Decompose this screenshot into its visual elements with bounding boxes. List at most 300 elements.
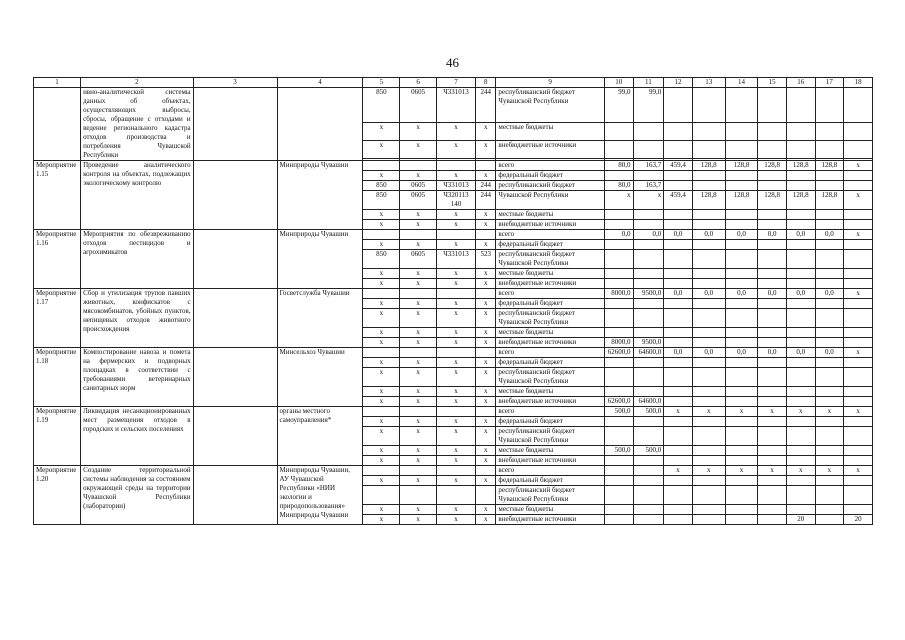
amount-cell xyxy=(692,88,725,123)
budget-code-cell xyxy=(400,289,437,299)
amount-cell xyxy=(725,446,758,456)
budget-code-cell: x xyxy=(400,171,437,181)
amount-cell xyxy=(758,446,787,456)
amount-cell: 0,0 xyxy=(725,230,758,240)
amount-cell xyxy=(758,210,787,220)
budget-code-cell: x xyxy=(400,299,437,309)
budget-code-cell xyxy=(363,230,400,240)
budget-code-cell: x xyxy=(475,122,495,140)
amount-cell xyxy=(758,140,787,158)
amount-cell xyxy=(758,338,787,348)
amount-cell xyxy=(786,417,815,427)
header-cell: 4 xyxy=(277,78,363,88)
amount-cell: 8000,0 xyxy=(604,338,633,348)
funding-source: республиканский бюджет Чувашской Республики xyxy=(496,88,604,123)
amount-cell xyxy=(786,171,815,181)
amount-cell xyxy=(844,358,873,368)
amount-cell xyxy=(758,88,787,123)
amount-cell xyxy=(664,299,693,309)
amount-cell xyxy=(844,476,873,486)
empty-cell xyxy=(193,348,277,407)
budget-code-cell: x xyxy=(400,140,437,158)
amount-cell xyxy=(758,309,787,328)
budget-code-cell: 0605 xyxy=(400,250,437,269)
budget-code-cell: x xyxy=(437,368,476,387)
amount-cell xyxy=(633,515,664,525)
amount-cell: 99,0 xyxy=(604,88,633,123)
amount-cell xyxy=(815,486,844,505)
amount-cell xyxy=(692,456,725,466)
amount-cell xyxy=(725,309,758,328)
amount-cell xyxy=(725,181,758,191)
amount-cell: 0,0 xyxy=(786,230,815,240)
header-cell: 10 xyxy=(604,78,633,88)
amount-cell: 0,0 xyxy=(815,348,844,358)
budget-code-cell: x xyxy=(400,387,437,397)
amount-cell xyxy=(758,505,787,515)
amount-cell xyxy=(844,505,873,515)
amount-cell xyxy=(844,88,873,123)
amount-cell xyxy=(604,309,633,328)
amount-cell xyxy=(815,358,844,368)
budget-code-cell: x xyxy=(363,220,400,230)
budget-code-cell: x xyxy=(437,476,476,486)
budget-code-cell xyxy=(363,289,400,299)
budget-code-cell xyxy=(437,348,476,358)
amount-cell xyxy=(786,88,815,123)
amount-cell xyxy=(815,309,844,328)
funding-source: всего xyxy=(496,230,604,240)
event-executor: Госветслужба Чувашии xyxy=(277,289,363,348)
budget-code-cell: x xyxy=(400,505,437,515)
amount-cell xyxy=(692,427,725,446)
page-number: 46 xyxy=(446,55,459,70)
amount-cell xyxy=(815,122,844,140)
event-description: ивно-аналитической системы данных об объектах, осуществляющих выбросы, сбросы, обращение с отходами и ведение регионального кадастра отходов производства и потребления Чувашской Республики xyxy=(81,88,194,161)
funding-source: всего xyxy=(496,289,604,299)
amount-cell xyxy=(844,338,873,348)
header-cell: 14 xyxy=(725,78,758,88)
header-cell: 8 xyxy=(475,78,495,88)
amount-cell xyxy=(604,299,633,309)
amount-cell xyxy=(815,338,844,348)
amount-cell: 99,0 xyxy=(633,88,664,123)
amount-cell xyxy=(725,122,758,140)
amount-cell: 163,7 xyxy=(633,181,664,191)
amount-cell xyxy=(633,427,664,446)
amount-cell: x xyxy=(758,466,787,476)
amount-cell xyxy=(664,368,693,387)
amount-cell: x xyxy=(844,348,873,358)
budget-code-cell: x xyxy=(363,122,400,140)
budget-code-cell: x xyxy=(437,338,476,348)
amount-cell xyxy=(815,505,844,515)
amount-cell xyxy=(633,387,664,397)
budget-code-cell: x xyxy=(400,417,437,427)
amount-cell xyxy=(786,358,815,368)
amount-cell xyxy=(692,476,725,486)
amount-cell xyxy=(844,368,873,387)
amount-cell xyxy=(664,338,693,348)
budget-code-cell: x xyxy=(437,456,476,466)
amount-cell xyxy=(786,387,815,397)
amount-cell xyxy=(604,515,633,525)
event-id xyxy=(34,88,81,161)
amount-cell xyxy=(664,397,693,407)
amount-cell xyxy=(786,486,815,505)
budget-code-cell: x xyxy=(363,299,400,309)
amount-cell xyxy=(664,140,693,158)
amount-cell xyxy=(786,397,815,407)
amount-cell: 128,8 xyxy=(786,191,815,210)
budget-code-cell: x xyxy=(437,299,476,309)
amount-cell xyxy=(633,122,664,140)
event-description: Создание территориальной системы наблюдения за состоянием окружающей среды на территории Чувашской Республики (лаборатории) xyxy=(81,466,194,525)
budget-code-cell: x xyxy=(437,427,476,446)
amount-cell xyxy=(633,368,664,387)
budget-code-cell: x xyxy=(363,417,400,427)
amount-cell xyxy=(844,427,873,446)
amount-cell: x xyxy=(844,289,873,299)
amount-cell: 459,4 xyxy=(664,191,693,210)
amount-cell xyxy=(844,309,873,328)
amount-cell: 64600,0 xyxy=(633,348,664,358)
funding-source: внебюджетные источники xyxy=(496,515,604,525)
funding-source: республиканский бюджет Чувашской Республики xyxy=(496,427,604,446)
amount-cell: x xyxy=(786,407,815,417)
budget-code-cell xyxy=(363,486,400,505)
header-cell: 12 xyxy=(664,78,693,88)
amount-cell xyxy=(758,358,787,368)
budget-code-cell xyxy=(437,466,476,476)
amount-cell xyxy=(725,250,758,269)
budget-code-cell: 850 xyxy=(363,191,400,210)
amount-cell: 128,8 xyxy=(692,161,725,171)
amount-cell: x xyxy=(815,466,844,476)
amount-cell xyxy=(844,210,873,220)
amount-cell xyxy=(604,210,633,220)
table-row xyxy=(34,88,873,123)
header-cell: 7 xyxy=(437,78,476,88)
amount-cell xyxy=(815,210,844,220)
amount-cell: 20 xyxy=(786,515,815,525)
amount-cell: x xyxy=(692,407,725,417)
amount-cell xyxy=(664,220,693,230)
amount-cell: 0,0 xyxy=(664,348,693,358)
amount-cell: 0,0 xyxy=(725,289,758,299)
amount-cell xyxy=(815,171,844,181)
amount-cell xyxy=(633,456,664,466)
budget-code-cell: x xyxy=(475,505,495,515)
budget-code-cell xyxy=(437,161,476,171)
amount-cell: x xyxy=(786,466,815,476)
funding-source: внебюджетные источники xyxy=(496,279,604,289)
budget-code-cell: x xyxy=(400,358,437,368)
amount-cell xyxy=(725,338,758,348)
budget-code-cell: x xyxy=(363,279,400,289)
event-description: Проведение аналитического контроля на объектах, подлежащих экологическому контролю xyxy=(81,161,194,230)
amount-cell xyxy=(664,171,693,181)
budget-code-cell: x xyxy=(475,240,495,250)
amount-cell xyxy=(815,515,844,525)
header-cell: 13 xyxy=(692,78,725,88)
amount-cell xyxy=(664,279,693,289)
amount-cell xyxy=(786,505,815,515)
amount-cell xyxy=(725,171,758,181)
table-row xyxy=(34,230,873,240)
amount-cell xyxy=(786,279,815,289)
amount-cell xyxy=(664,358,693,368)
amount-cell xyxy=(815,88,844,123)
amount-cell xyxy=(633,299,664,309)
amount-cell: 500,0 xyxy=(633,446,664,456)
amount-cell: 128,8 xyxy=(692,191,725,210)
amount-cell xyxy=(692,358,725,368)
amount-cell xyxy=(692,250,725,269)
amount-cell xyxy=(692,269,725,279)
amount-cell: 0,0 xyxy=(604,230,633,240)
budget-code-cell xyxy=(437,407,476,417)
budget-code-cell: x xyxy=(400,446,437,456)
funding-source: республиканский бюджет Чувашской Республики xyxy=(496,486,604,505)
amount-cell xyxy=(692,446,725,456)
budget-code-cell: x xyxy=(437,397,476,407)
amount-cell xyxy=(692,122,725,140)
budget-code-cell xyxy=(400,161,437,171)
header-cell: 18 xyxy=(844,78,873,88)
amount-cell: 0,0 xyxy=(664,230,693,240)
amount-cell xyxy=(664,210,693,220)
amount-cell xyxy=(815,140,844,158)
amount-cell xyxy=(692,417,725,427)
budget-code-cell xyxy=(400,466,437,476)
budget-code-cell: x xyxy=(363,368,400,387)
budget-code-cell: x xyxy=(400,220,437,230)
amount-cell xyxy=(844,387,873,397)
budget-code-cell: 0605 xyxy=(400,181,437,191)
amount-cell xyxy=(786,456,815,466)
amount-cell xyxy=(633,240,664,250)
budget-code-cell: Ч331013 xyxy=(437,181,476,191)
amount-cell xyxy=(844,250,873,269)
funding-source: всего xyxy=(496,161,604,171)
budget-code-cell: x xyxy=(363,446,400,456)
budget-code-cell xyxy=(437,486,476,505)
amount-cell xyxy=(725,387,758,397)
amount-cell xyxy=(815,368,844,387)
budget-code-cell xyxy=(363,348,400,358)
amount-cell xyxy=(633,171,664,181)
amount-cell xyxy=(758,515,787,525)
amount-cell xyxy=(758,427,787,446)
budget-code-cell: x xyxy=(437,309,476,328)
budget-code-cell: x xyxy=(363,505,400,515)
event-id: Мероприятие 1.17 xyxy=(34,289,81,348)
amount-cell: 459,4 xyxy=(664,161,693,171)
amount-cell xyxy=(815,220,844,230)
amount-cell: 0,0 xyxy=(692,289,725,299)
amount-cell: 128,8 xyxy=(815,191,844,210)
amount-cell xyxy=(664,387,693,397)
budget-code-cell: x xyxy=(475,417,495,427)
amount-cell: x xyxy=(844,407,873,417)
budget-code-cell: x xyxy=(475,368,495,387)
amount-cell: 9500,0 xyxy=(633,289,664,299)
amount-cell: 0,0 xyxy=(633,230,664,240)
funding-source: местные бюджеты xyxy=(496,122,604,140)
budget-code-cell xyxy=(400,230,437,240)
header-cell: 16 xyxy=(786,78,815,88)
budget-code-cell: 850 xyxy=(363,250,400,269)
empty-cell xyxy=(193,230,277,289)
amount-cell xyxy=(633,358,664,368)
event-description: Компостирование навоза и помета на фермерских и подворных площадках в соответствии с требованиями ветеринарных санитарных норм xyxy=(81,348,194,407)
budget-code-cell xyxy=(400,407,437,417)
funding-source: всего xyxy=(496,407,604,417)
amount-cell xyxy=(786,309,815,328)
amount-cell xyxy=(844,269,873,279)
amount-cell xyxy=(664,122,693,140)
funding-source: Чувашской Республики xyxy=(496,191,604,210)
budget-code-cell: x xyxy=(437,358,476,368)
amount-cell xyxy=(664,269,693,279)
amount-cell xyxy=(786,368,815,387)
amount-cell xyxy=(786,122,815,140)
amount-cell xyxy=(844,299,873,309)
amount-cell xyxy=(633,279,664,289)
amount-cell: 0,0 xyxy=(664,289,693,299)
amount-cell xyxy=(725,240,758,250)
budget-code-cell: x xyxy=(475,140,495,158)
amount-cell xyxy=(692,279,725,289)
budget-code-cell: x xyxy=(363,397,400,407)
amount-cell xyxy=(725,279,758,289)
amount-cell xyxy=(725,210,758,220)
budget-code-cell: x xyxy=(363,476,400,486)
amount-cell: 8000,0 xyxy=(604,289,633,299)
amount-cell xyxy=(604,140,633,158)
amount-cell xyxy=(692,171,725,181)
amount-cell xyxy=(633,140,664,158)
amount-cell xyxy=(633,466,664,476)
budget-code-cell: x xyxy=(475,299,495,309)
amount-cell: 128,8 xyxy=(725,161,758,171)
amount-cell xyxy=(758,122,787,140)
amount-cell xyxy=(664,505,693,515)
amount-cell xyxy=(758,387,787,397)
budget-code-cell: 244 xyxy=(475,88,495,123)
amount-cell xyxy=(786,220,815,230)
amount-cell xyxy=(844,446,873,456)
empty-cell xyxy=(193,161,277,230)
amount-cell xyxy=(815,397,844,407)
funding-source: внебюджетные источники xyxy=(496,397,604,407)
funding-source: местные бюджеты xyxy=(496,328,604,338)
budget-code-cell: x xyxy=(400,368,437,387)
amount-cell xyxy=(758,171,787,181)
amount-cell xyxy=(844,279,873,289)
amount-cell xyxy=(725,486,758,505)
funding-source: внебюджетные источники xyxy=(496,220,604,230)
budget-code-cell: x xyxy=(400,210,437,220)
budget-code-cell: 244 xyxy=(475,191,495,210)
funding-source: местные бюджеты xyxy=(496,446,604,456)
amount-cell xyxy=(815,250,844,269)
amount-cell xyxy=(633,476,664,486)
amount-cell xyxy=(633,328,664,338)
amount-cell xyxy=(844,240,873,250)
amount-cell xyxy=(664,486,693,505)
event-id: Мероприятие 1.15 xyxy=(34,161,81,230)
budget-code-cell: Ч331013 xyxy=(437,88,476,123)
event-executor: Минприроды Чувашии xyxy=(277,161,363,230)
budget-code-cell: x xyxy=(475,427,495,446)
budget-code-cell: 850 xyxy=(363,88,400,123)
budget-code-cell: x xyxy=(400,309,437,328)
event-id: Мероприятие 1.19 xyxy=(34,407,81,466)
amount-cell xyxy=(815,387,844,397)
amount-cell xyxy=(604,358,633,368)
budget-code-cell: x xyxy=(475,220,495,230)
budget-code-cell: x xyxy=(437,210,476,220)
budget-code-cell: x xyxy=(363,210,400,220)
amount-cell xyxy=(725,269,758,279)
funding-source: местные бюджеты xyxy=(496,505,604,515)
amount-cell xyxy=(692,505,725,515)
amount-cell xyxy=(725,417,758,427)
amount-cell xyxy=(725,299,758,309)
budget-code-cell: x xyxy=(475,279,495,289)
amount-cell xyxy=(692,328,725,338)
budget-code-cell: x xyxy=(363,269,400,279)
budget-code-cell: x xyxy=(363,338,400,348)
budget-code-cell: x xyxy=(475,387,495,397)
funding-source: федеральный бюджет xyxy=(496,476,604,486)
amount-cell xyxy=(725,476,758,486)
empty-cell xyxy=(193,466,277,525)
amount-cell xyxy=(604,486,633,505)
amount-cell xyxy=(815,181,844,191)
budget-code-cell: x xyxy=(437,505,476,515)
amount-cell: 0,0 xyxy=(815,230,844,240)
amount-cell xyxy=(633,505,664,515)
amount-cell xyxy=(633,269,664,279)
budget-code-cell: x xyxy=(475,397,495,407)
amount-cell xyxy=(758,269,787,279)
amount-cell xyxy=(633,220,664,230)
amount-cell xyxy=(633,210,664,220)
table-row xyxy=(34,289,873,299)
event-description: Ликвидация несанкционированных мест размещения отходов в городских и сельских поселениях xyxy=(81,407,194,466)
amount-cell xyxy=(692,220,725,230)
amount-cell xyxy=(844,456,873,466)
amount-cell xyxy=(815,328,844,338)
amount-cell xyxy=(664,309,693,328)
amount-cell xyxy=(844,486,873,505)
budget-code-cell: x xyxy=(400,338,437,348)
amount-cell xyxy=(844,140,873,158)
budget-code-cell xyxy=(363,466,400,476)
amount-cell xyxy=(844,220,873,230)
budget-code-cell xyxy=(475,407,495,417)
amount-cell xyxy=(815,269,844,279)
amount-cell: 163,7 xyxy=(633,161,664,171)
event-description: Сбор и утилизация трупов павших животных, конфискатов с мясокомбинатов, убойных пунктов, непищевых отходов животного происхождения xyxy=(81,289,194,348)
amount-cell xyxy=(604,368,633,387)
amount-cell xyxy=(758,240,787,250)
event-id: Мероприятие 1.20 xyxy=(34,466,81,525)
budget-code-cell: x xyxy=(400,515,437,525)
